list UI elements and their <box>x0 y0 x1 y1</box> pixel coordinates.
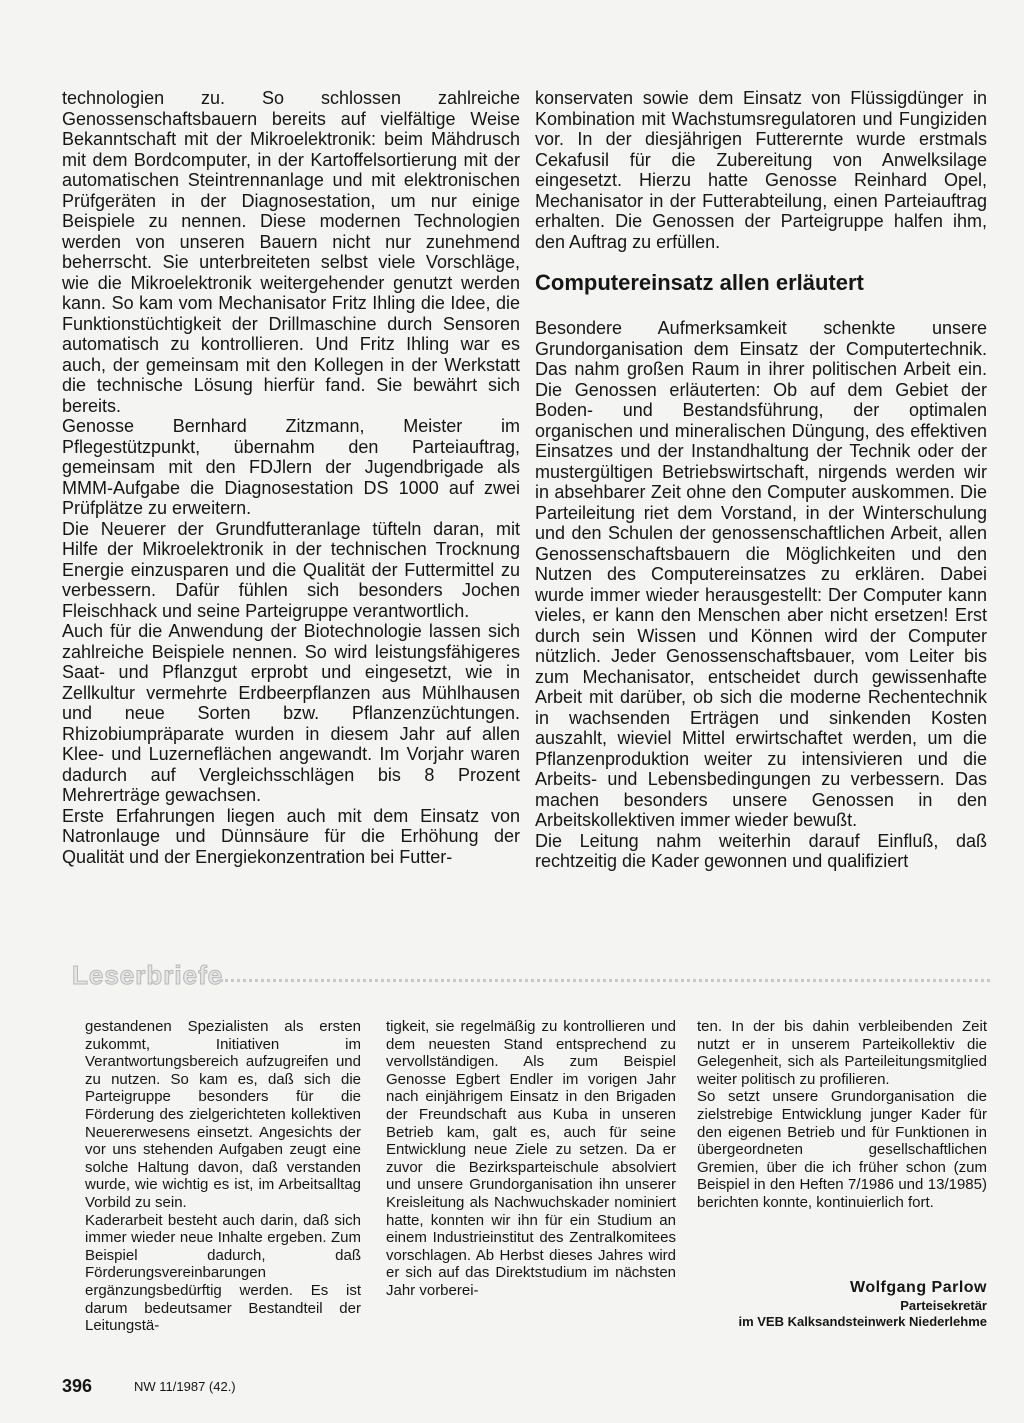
section-heading: Computereinsatz allen erläutert <box>535 270 864 295</box>
issue-reference: NW 11/1987 (42.) <box>134 1379 236 1394</box>
banner-label: Leserbriefe <box>72 960 224 990</box>
article-paragraph: Besondere Aufmerksamkeit schenkte unsere Grundorganisation dem Einsatz der Computertechnik. Das nahm großen Raum in ihrer politischen Arbeit ein. Die Genossen erläuterten: Ob auf dem Gebiet der Boden- und Bestandsführung, der optimalen organischen und mineralischen Düngung, des effektiven Einsatzes und der Instandhaltung der Technik oder der mustergültigen Betriebswirtschaft, nirgends werden wir in absehbarer Zeit ohne den Computer auskommen. Die Parteileitung riet dem Vorstand, in der Winterschulung und den Schulen der genossenschaftlichen Arbeit, allen Genossenschaftsbauern die Möglichkeiten und den Nutzen des Computereinsatzes zu erklären. Dabei wurde immer wieder herausgestellt: Der Computer kann vieles, er kann den Menschen aber nicht ersetzen! Erst durch sein Wissen und Können wird der Computer nützlich. Jeder Genossenschaftsbauer, vom Leiter bis zum Mechanisator, entscheidet durch gewissenhafte Arbeit mit darüber, ob sich die moderne Rechentechnik in wachsenden Erträgen und sinkenden Kosten auszahlt, wieviel Mittel erwirtschaftet werden, um die Pflanzenproduktion weiter zu intensivieren und die Arbeits- und Lebensbedingungen zu verbessern. Das machen besonders unsere Genossen in den Arbeitskollektiven immer wieder bewußt. <box>535 318 987 830</box>
letter-paragraph: So setzt unsere Grundorganisation die zielstrebige Entwicklung junger Kader für den eigenen Betrieb und für Funktionen in übergeordneten gesellschaftlichen Gremien, über die ich früher schon (zum Beispiel in den Heften 7/1986 und 13/1985) berichten konnte, kontinuierlich fort. <box>697 1088 987 1211</box>
article-paragraph: Die Leitung nahm weiterhin darauf Einfluß, daß rechtzeitig die Kader gewonnen und qualifiziert <box>535 830 987 871</box>
banner-divider <box>220 979 990 982</box>
article-right-column <box>535 88 987 872</box>
article-paragraph: technologien zu. So schlossen zahlreiche Genossenschaftsbauern bereits auf vielfältige Weise Bekanntschaft mit der Mikroelektronik: beim Mähdrusch mit dem Bordcomputer, in der Kartoffelsortierung mit der automatischen Steintrennanlage und mit elektronischen Prüfgeräten in der Diagnosestation, um nur einige Beispiele zu nennen. Diese modernen Technologien werden von unseren Bauern nicht nur zunehmend beherrscht. Sie unterbreiteten selbst viele Vorschläge, wie die Mikroelektronik weitergehender genutzt werden kann. So kam vom Mechanisator Fritz Ihling die Idee, die Funktionstüchtigkeit der Drillmaschine durch Sensoren automatisch zu kontrollieren. Und Fritz Ihling war es auch, der gemeinsam mit den Kollegen in der Werkstatt die technische Lösung hierfür fand. Sie bewährt sich bereits. <box>62 88 520 416</box>
letter-paragraph: ten. In der bis dahin verbleibenden Zeit nutzt er in unserem Parteikollektiv die Gelegenheit, sich als Parteileitungsmitglied weiter politisch zu profilieren. <box>697 1018 987 1088</box>
article-paragraph: konservaten sowie dem Einsatz von Flüssigdünger in Kombination mit Wachstumsregulatoren und Fungiziden vor. In der diesjährigen Futterernte wurde erstmals Cekafusil für die Zubereitung von Anwelksilage eingesetzt. Hierzu hatte Genosse Reinhard Opel, Mechanisator in der Futterabteilung, einen Parteiauftrag erhalten. Die Genossen der Parteigruppe halfen ihm, den Auftrag zu erfüllen. <box>535 88 987 252</box>
letter-column-1 <box>85 1018 361 1335</box>
article-paragraph: Auch für die Anwendung der Biotechnologie lassen sich zahlreiche Beispiele nennen. So wird leistungsfähigeres Saat- und Pflanzgut erprobt und eingesetzt, wie in Zellkultur vermehrte Erdbeerpflanzen aus Mühlhausen und neue Sorten bzw. Pflanzenzüchtungen. Rhizobiumpräparate wurden in diesem Jahr auf allen Klee- und Luzerneflächen angewandt. Im Vorjahr waren dadurch auf Vergleichsschlägen bis 8 Prozent Mehrerträge gewachsen. <box>62 621 520 805</box>
article-paragraph: Die Neuerer der Grundfutteranlage tüfteln daran, mit Hilfe der Mikroelektronik in der technischen Trocknung Energie einzusparen und die Qualität der Futtermittel zu verbessern. Dafür fühlen sich besonders Jochen Fleischhack und seine Parteigruppe verantwortlich. <box>62 518 520 621</box>
article-paragraph: Genosse Bernhard Zitzmann, Meister im Pflegestützpunkt, übernahm den Parteiauftrag, gemeinsam mit den FDJlern der Jugendbrigade als MMM-Aufgabe die Diagnosestation DS 1000 auf zwei Prüfplätze zu erweitern. <box>62 416 520 518</box>
article-left-column <box>62 88 520 867</box>
article-paragraph: Erste Erfahrungen liegen auch mit dem Einsatz von Natronlauge und Dünnsäure für die Erhöhung der Qualität und der Energiekonzentration bei Futter- <box>62 805 520 867</box>
page-number: 396 <box>62 1376 93 1396</box>
author-workplace: im VEB Kalksandsteinwerk Niederlehme <box>738 1314 987 1329</box>
author-role: Parteisekretär <box>900 1298 987 1313</box>
letter-paragraph: gestandenen Spezialisten als ersten zukommt, Initiativen im Verantwortungsbereich aufzugreifen und zu nutzen. So kam es, daß sich die Parteigruppe besonders für die Förderung des zielgerichteten kollektiven Neuererwesens einsetzt. Angesichts der vor uns stehenden Aufgaben zeugt eine solche Haltung davon, daß verstanden wurde, wie wichtig es ist, im Arbeitsalltag Vorbild zu sein. <box>85 1018 361 1211</box>
letter-paragraph: tigkeit, sie regelmäßig zu kontrollieren und dem neuesten Stand entsprechend zu vervollständigen. Als zum Beispiel Genosse Egbert Endler im vorigen Jahr nach einjährigem Einsatz in den Brigaden der Freundschaft aus Kuba in unseren Betrieb kam, galt es, auch für seine Entwicklung neue Ziele zu setzen. Da er zuvor die Bezirksparteischule absolviert und unsere Grundorganisation ihn unserer Kreisleitung als Nachwuchskader nominiert hatte, konnten wir ihn für ein Studium an einem Industrieinstitut des Zentralkomitees vorschlagen. Ab Herbst dieses Jahres wird er sich auf das Direktstudium im nächsten Jahr vorberei- <box>386 1018 676 1299</box>
letter-paragraph: Kaderarbeit besteht auch darin, daß sich immer wieder neue Inhalte ergeben. Zum Beispiel dadurch, daß Förderungsvereinbarungen ergänzungsbedürftig werden. Es ist darum bedeutsamer Bestandteil der Leitungstä- <box>85 1211 361 1335</box>
letter-column-2 <box>386 1018 676 1300</box>
letter-column-3 <box>697 1018 987 1212</box>
author-name: Wolfgang Parlow <box>850 1279 987 1296</box>
letter-signature <box>697 1278 987 1330</box>
section-banner <box>60 958 990 992</box>
